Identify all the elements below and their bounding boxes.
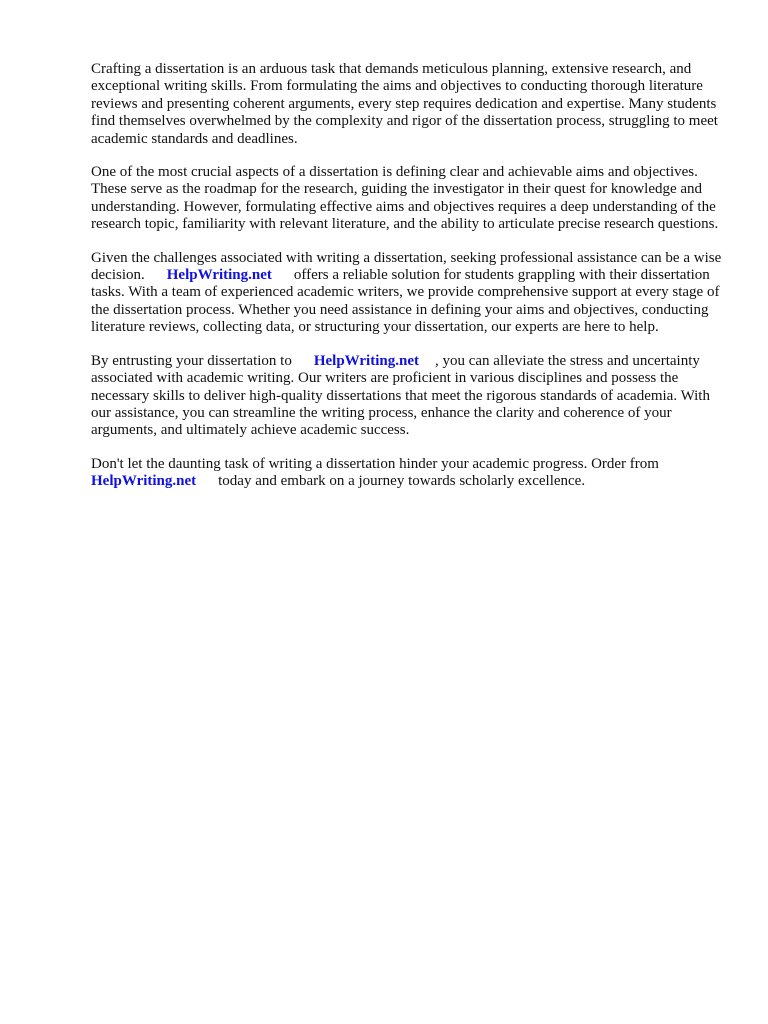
paragraph-order-text-before: Don't let the daunting task of writing a dissertation hinder your academic progress. Order from xyxy=(91,455,659,472)
paragraph-entrusting-text-after: , you can alleviate the stress and uncertainty associated with academic writing. Our writers are proficient in various disciplines and possess the necessary skills to deliver high-quality dissertations that meet the rigorous standards of academia. With our assistance, you can streamline the writing process, enhance the clarity and coherence of your arguments, and ultimately achieve academic success. xyxy=(91,352,710,439)
paragraph-entrusting-text-before: By entrusting your dissertation to xyxy=(91,352,292,369)
paragraph-aims-text: One of the most crucial aspects of a dissertation is defining clear and achievable aims and objectives. These serve as the roadmap for the research, guiding the investigator in their quest for knowledge and understanding. However, formulating effective aims and objectives requires a deep understanding of the research topic, familiarity with relevant literature, and the ability to articulate precise research questions. xyxy=(91,164,719,233)
paragraph-order-text-after: today and embark on a journey towards scholarly excellence. xyxy=(218,473,586,490)
paragraph-aims xyxy=(91,164,723,234)
paragraph-assistance-text-after: offers a reliable solution for students grappling with their dissertation tasks. With a team of experienced academic writers, we provide comprehensive support at every stage of the dissertation process. Whether you need assistance in defining your aims and objectives, conducting literature reviews, collecting data, or structuring your dissertation, our experts are here to help. xyxy=(91,267,720,336)
paragraph-assistance xyxy=(91,250,723,337)
paragraph-entrusting xyxy=(91,353,723,440)
paragraph-intro-text: Crafting a dissertation is an arduous task that demands meticulous planning, extensive research, and exceptional writing skills. From formulating the aims and objectives to conducting thorough literature reviews and presenting coherent arguments, every step requires dedication and expertise. Many students find themselves overwhelmed by the complexity and rigor of the dissertation process, struggling to meet academic standards and deadlines. xyxy=(91,61,718,147)
helpwriting-link-2[interactable]: HelpWriting.net xyxy=(313,352,419,369)
helpwriting-link-3[interactable]: HelpWriting.net xyxy=(91,473,197,490)
paragraph-intro xyxy=(91,61,723,148)
helpwriting-link-1[interactable]: HelpWriting.net xyxy=(166,267,272,284)
paragraph-assistance-text-before: Given the challenges associated with writing a dissertation, seeking professional assistance can be a wise decision. xyxy=(91,249,722,284)
paragraph-order xyxy=(91,456,723,491)
document-body xyxy=(91,61,723,507)
